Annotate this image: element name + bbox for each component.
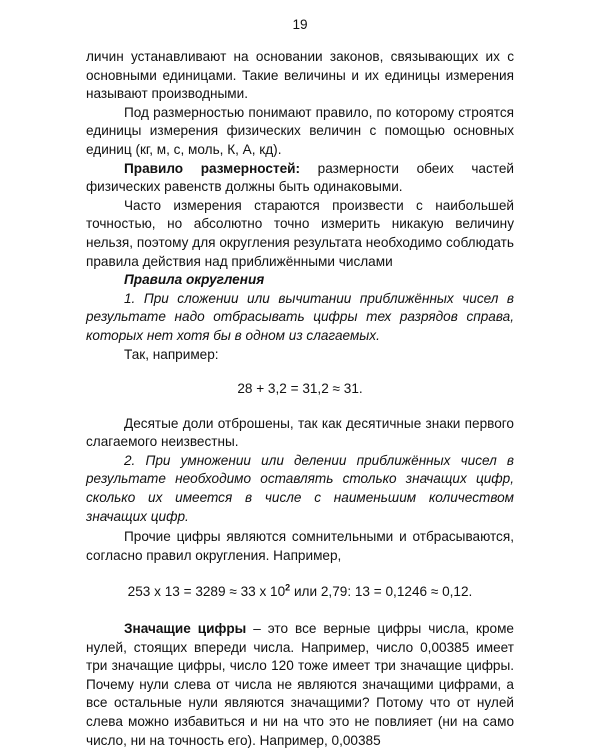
example-intro: Так, например: — [124, 346, 219, 362]
paragraph-dimension-definition: Под размерностью понимают правило, по которому строятся единицы измерения физических величин с помощью основных единиц (кг, м, с, моль, К, А, кд). — [86, 104, 514, 157]
formula-addition-example: 28 + 3,2 = 31,2 ≈ 31. — [237, 381, 363, 397]
significant-digits-text: – это все верные цифры числа, кроме нулей, стоящих впереди числа. Например, число 0,00385 имеет три значащие цифры, число 120 тоже имеет три значащие цифры. Почему нули слева от числа не являются значащими цифрами, а все остальные нули являются значащими? Потому что от нулей слева можно избавиться и ни на что это не повлияет (ни на само число, ни на точность его). Например, 0,00385 — [86, 621, 514, 748]
paragraph-derived-units: личин устанавливают на основании законов, связывающих их с основными единицами. Такие величины и их единицы измерения называют производными. — [86, 49, 514, 102]
paragraph-dimension-rule — [86, 160, 514, 197]
formula-multiplication-example — [86, 583, 514, 602]
paragraph-doubtful-digits: Прочие цифры являются сомнительными и отбрасываются, согласно правил округления. Например, — [86, 529, 514, 563]
rounding-rule-2: 2. При умножении или делении приближённых чисел в результате необходимо оставлять столько значащих цифр, сколько их имеется в числе с наименьшим количеством значащих цифр. — [86, 452, 514, 524]
dimension-rule-term: Правило размерностей: — [124, 160, 301, 176]
formula2-exponent: 2 — [285, 582, 291, 593]
formula2-part-b: или 2,79: 13 = 0,1246 ≈ 0,12. — [290, 584, 473, 600]
paragraph-tenths-dropped: Десятые доли отброшены, так как десятичные знаки первого слагаемого неизвестны. — [86, 415, 514, 450]
paragraph-precision: Часто измерения стараются произвести с наибольшей точностью, но абсолютно точно измерить никакую величину нельзя, поэтому для округления результата необходимо соблюдать правила действия над приближёнными числами — [86, 197, 514, 269]
rounding-rule-1: 1. При сложении или вычитании приближённых чисел в результате надо отбрасывать цифры тех разрядов справа, которых нет хотя бы в одном из слагаемых. — [86, 290, 514, 343]
page-number: 19 — [292, 17, 308, 32]
formula2-part-a: 253 х 13 = 3289 ≈ 33 х 10 — [127, 584, 286, 600]
page-content — [86, 48, 514, 750]
paragraph-significant-digits — [86, 620, 514, 750]
section-heading-rounding-rules: Правила округления — [124, 272, 265, 288]
dimension-rule-text: размерности обеих частей физических равенств должны быть одинаковыми. — [86, 160, 514, 195]
significant-digits-term: Значащие цифры — [124, 621, 247, 637]
